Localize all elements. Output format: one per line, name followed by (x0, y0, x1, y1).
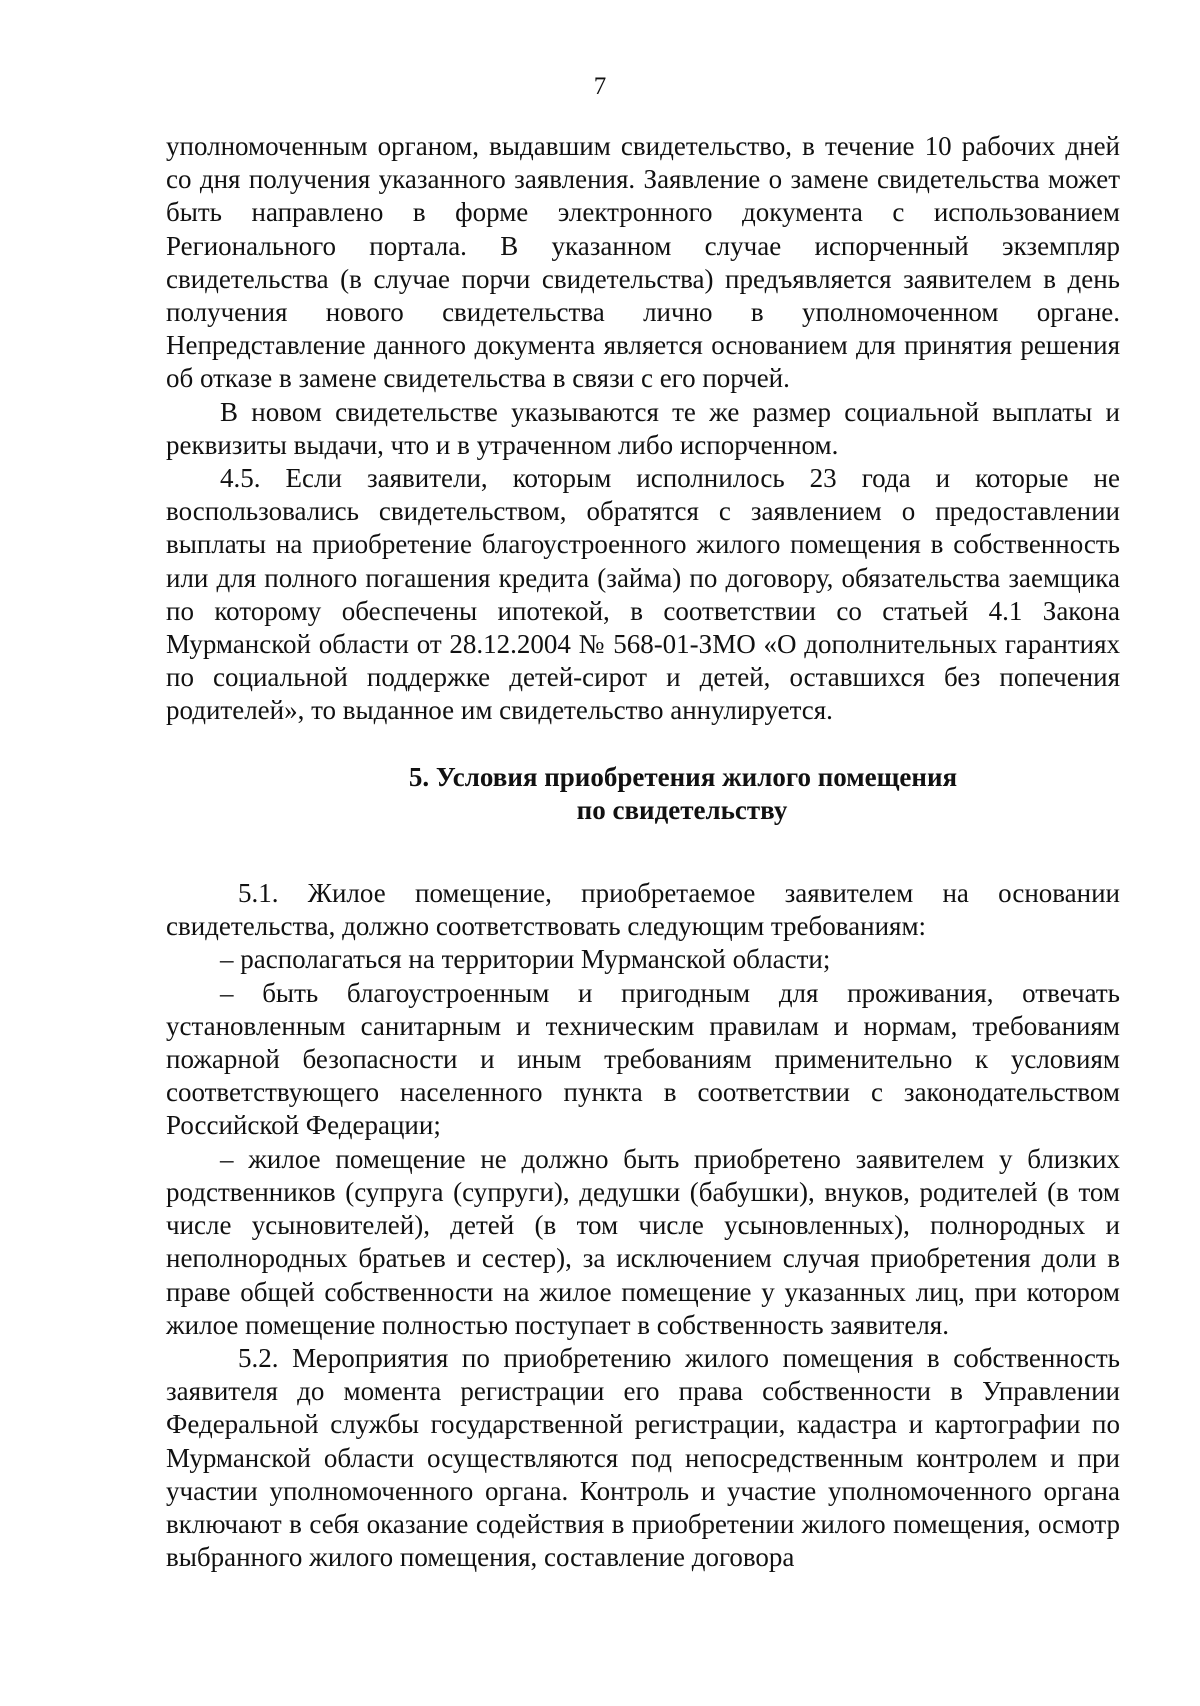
section-heading (166, 761, 1120, 827)
requirement-comfortable: – быть благоустроенным и пригодным для проживания, отвечать установленным санитарным и техническим правилам и нормам, требованиям пожарной безопасности и иным требованиям применительно к условиям соответствующего населенного пункта в соответствии с законодательством Российской Федерации; (166, 977, 1120, 1141)
paragraph-5-2: 5.2. Мероприятия по приобретению жилого помещения в собственность заявителя до момента регистрации его права собственности в Управлении Федеральной службы государственной регистрации, кадастра и картографии по Мурманской области осуществляются под непосредственным контролем и при участии уполномоченного органа. Контроль и участие уполномоченного органа включают в себя оказание содействия в приобретении жилого помещения, осмотр выбранного жилого помещения, составление договора (166, 1342, 1120, 1573)
requirement-relatives: – жилое помещение не должно быть приобретено заявителем у близких родственников (супруга (супруги), дедушки (бабушки), внуков, родителей (в том числе усыновителей), детей (в том числе усыновленных), полнородных и неполнородных братьев и сестер), за исключением случая приобретения доли в праве общей собственности на жилое помещение у указанных лиц, при котором жилое помещение полностью поступает в собственность заявителя. (166, 1143, 1120, 1340)
paragraph-new-certificate: В новом свидетельстве указываются те же размер социальной выплаты и реквизиты выдачи, что и в утраченном либо испорченном. (166, 396, 1120, 460)
document-body (166, 130, 1120, 1574)
paragraph-4-5: 4.5. Если заявители, которым исполнилось 23 года и которые не воспользовались свидетельством, обратятся с заявлением о предоставлении выплаты на приобретение благоустроенного жилого помещения в собственность или для полного погашения кредита (займа) по договору, обязательства заемщика по которому обеспечены ипотекой, в соответствии со статьей 4.1 Закона Мурманской области от 28.12.2004 № 568-01-ЗМО «О дополнительных гарантиях по социальной поддержке детей-сирот и детей, оставшихся без попечения родителей», то выданное им свидетельство аннулируется. (166, 463, 1120, 726)
section-heading-line2: по свидетельству (576, 794, 788, 825)
paragraph-continuation: уполномоченным органом, выдавшим свидетельство, в течение 10 рабочих дней со дня получения указанного заявления. Заявление о замене свидетельства может быть направлено в форме электронного документа с использованием Регионального портала. В указанном случае испорченный экземпляр свидетельства (в случае порчи свидетельства) предъявляется заявителем в день получения нового свидетельства лично в уполномоченном органе. Непредставление данного документа является основанием для принятия решения об отказе в замене свидетельства в связи с его порчей. (166, 131, 1120, 394)
requirement-territory: – располагаться на территории Мурманской области; (220, 944, 831, 975)
section-heading-line1: 5. Условия приобретения жилого помещения (408, 761, 958, 792)
paragraph-5-1: 5.1. Жилое помещение, приобретаемое заявителем на основании свидетельства, должно соответствовать следующим требованиям: (166, 878, 1120, 942)
page-number: 7 (593, 73, 607, 100)
